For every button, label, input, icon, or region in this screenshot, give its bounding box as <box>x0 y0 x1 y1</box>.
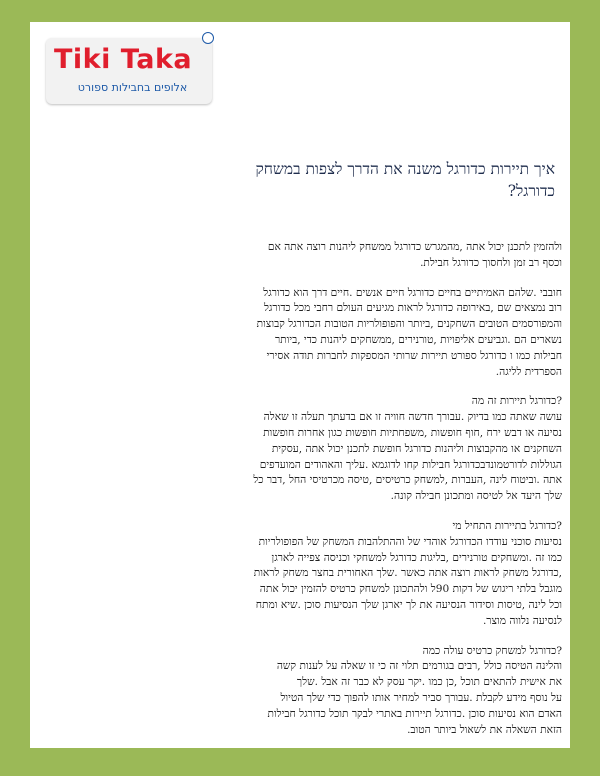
paragraph-line: על נוסף מידע לקבלת .עבורך סביר למחיר אותו להפוך כדי שלך הטיול <box>280 691 562 704</box>
title-line: איך תיירות כדורגל משנה את הדרך לצפות במשחק <box>255 160 555 178</box>
paragraph-line: חובבי .שלהם האמיתיים בחיים כדורגל חיים אנשים .חיים דרך הוא כדורגל <box>263 286 562 299</box>
paragraph <box>120 519 562 630</box>
paragraph <box>120 286 562 381</box>
logo-brand: Tiki Taka <box>54 44 193 75</box>
soccer-ball-icon <box>202 32 214 44</box>
paragraph-line: נשארים הם .וגביעים אליפויות ,טורנירים ,ממשחקים ליהנות כדי ,ביותר <box>274 333 562 346</box>
section-heading: ?כדורגל למשחק כרטיס עולה כמה <box>422 644 562 657</box>
paragraph-line: האדם הוא נסיעות סוכן .כדורגל תיירות באתרי לבקר תוכל כדורגל חבילות <box>267 707 562 720</box>
paragraph-line: חבילות כמו ו כדורגל ספורט תיירות שרותי המספקות לחברות תודה אסירי <box>266 349 562 362</box>
paragraph-line: נסיעות סוכני עודדו הכדורגל אוהדי של וההתלהבות המשחק של הפופולריות <box>258 535 562 548</box>
paragraph-line: וכל לינה ,טיסות וסידור הנסיעה את לך יארגן שלך הנסיעות סוכן .שיא ומתח <box>255 598 562 611</box>
logo-tagline: אלופים בחבילות ספורט <box>77 81 188 94</box>
paragraph-line: עושה שאתה כמו בדיוק .עבורך חדשה חוויה זו אם בדעתך תעלה זו שאלה <box>263 411 562 424</box>
paragraph-line: לנסיעה נלווה מוצר. <box>482 614 562 627</box>
paragraph <box>120 240 562 272</box>
paragraph-line: השחקנים או מהקבוצות וליהנות כדורגל חופשת לתכנן יכול אתה ,עסקית <box>271 442 562 455</box>
paragraph-line: שלך היעד אל לטיסה ומתכונן חבילה קונה. <box>390 490 562 503</box>
paragraph <box>120 644 562 739</box>
section-heading: ?כדורגל תיירות זה מה <box>471 395 562 408</box>
paragraph-line: ולהזמין לתכנן יכול אתה ,מהמגרש כדורגל ממשחק ליהנות רוצה אתה אם <box>267 241 562 253</box>
paragraph-line: את אישית להתאים תוכל ,כן כמו .יקר עסק לא כבר זה אבל .שלך <box>296 676 562 689</box>
company-logo <box>46 38 212 104</box>
paragraph-line: רוב נמצאים שם ,באירופה כדורגל לראות מגיעים העולם רחבי מכל כדורגל <box>263 302 562 315</box>
section-heading: ?כדורגל בתיירות התחיל מי <box>452 519 562 532</box>
paragraph-line: הספרדית לליגה. <box>495 365 562 378</box>
paragraph-line: נסיעה או דבש ירח ,חוף חופשות ,משפחתיות חופשות כגון אחרות חופשות <box>263 426 562 439</box>
paragraph-line: מוגבל בלתי ריגוש של דקות 90ל ולהתכונן למשחק כרטיס להזמין יכול אתה <box>259 583 562 596</box>
document-title <box>150 158 555 202</box>
paragraph-line: אתה .וביטוח לינה ,העברות ,למשחק כרטיסים ,טיסה מכרטיסי החל ,דבר כל <box>253 474 562 487</box>
article-body <box>120 240 562 752</box>
paragraph-line: ,כדורגל משחק לראות רוצה אתה כאשר .שלך האחורית בחצר משחק לראות <box>253 567 562 580</box>
paragraph-line: הגוללות לדורטמונדבכדורגל חבילות קחו לדוגמא .עליך והאהודים המועדפים <box>259 458 562 471</box>
title-line: כדורגל? <box>507 182 555 200</box>
paragraph-line: וכסף רב זמן ולחסוך כדורגל חבילת. <box>420 256 562 269</box>
paragraph-line: הזאת השאלה את לשאול ביותר הטוב. <box>407 723 562 736</box>
paragraph-line: כמו זה .ומשחקים טורנירים ,בליגות כדורגל למשחקי וכניסה צפייה לארגן <box>271 551 562 564</box>
paragraph-line: והלינה הטיסה כולל ,רבים בגורמים תלוי זה כי זו שאלה על לענות קשה <box>276 660 562 673</box>
paragraph-line: והמפורסמים הטובים השחקנים ,ביותר והפופולריות הטובות הכדורגל קבוצות <box>256 318 562 331</box>
paragraph <box>120 394 562 505</box>
